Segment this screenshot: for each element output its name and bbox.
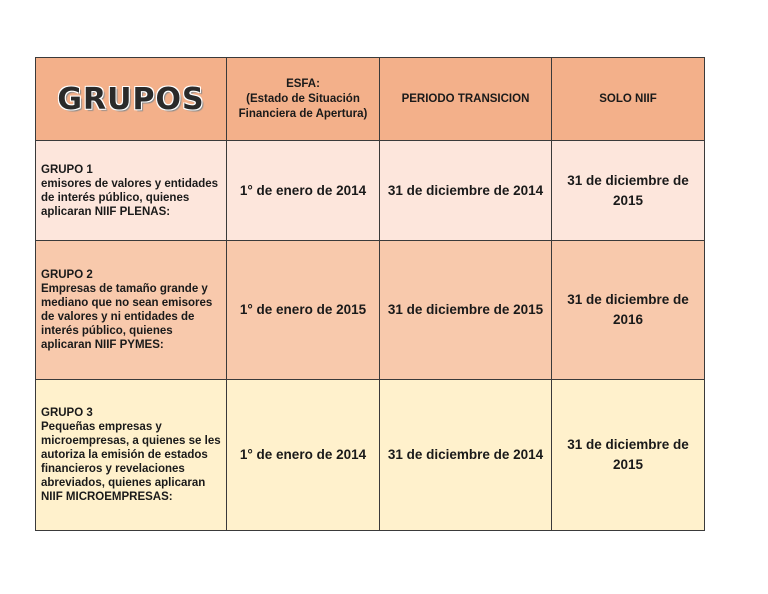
grupo-3-description bbox=[36, 406, 226, 504]
grupo-2-esfa-date: 1° de enero de 2015 bbox=[239, 302, 367, 317]
niif-groups-table bbox=[35, 57, 705, 531]
label-line: de valores y ni entidades de bbox=[41, 311, 195, 323]
label-line: financieros y revelaciones bbox=[41, 463, 185, 475]
date-line: 31 de diciembre de bbox=[567, 437, 689, 452]
label-line: GRUPO 3 bbox=[41, 407, 93, 419]
label-line: GRUPO 1 bbox=[41, 163, 93, 176]
grupo-2-transicion-cell bbox=[380, 241, 552, 380]
table-row-grupo-2 bbox=[36, 241, 705, 380]
grupo-3-esfa-date: 1° de enero de 2014 bbox=[239, 447, 367, 462]
grupo-3-transicion-cell bbox=[380, 380, 552, 531]
grupo-3-solo-niif-cell bbox=[552, 380, 705, 531]
grupo-2-esfa-cell bbox=[227, 241, 380, 380]
grupo-1-esfa-date: 1° de enero de 2014 bbox=[239, 182, 367, 198]
grupo-1-esfa-cell bbox=[227, 141, 380, 241]
grupo-2-description bbox=[36, 268, 226, 352]
header-solo-niif: SOLO NIIF bbox=[599, 92, 657, 105]
grupo-2-solo-niif-date bbox=[552, 290, 704, 330]
label-line: de interés público, quienes bbox=[41, 191, 190, 204]
grupos-title: GRUPOS bbox=[57, 81, 205, 117]
header-esfa bbox=[227, 77, 379, 122]
date-line: 2016 bbox=[612, 312, 644, 327]
header-esfa-line: (Estado de Situación bbox=[246, 92, 360, 105]
header-esfa-line: ESFA: bbox=[286, 77, 320, 90]
label-line: aplicaran NIIF PYMES: bbox=[41, 339, 164, 351]
header-transicion-cell bbox=[380, 58, 552, 141]
header-solo-niif-cell bbox=[552, 58, 705, 141]
grupo-1-transicion-cell bbox=[380, 141, 552, 241]
label-line: autoriza la emisión de estados bbox=[41, 449, 208, 461]
grupo-3-solo-niif-date bbox=[552, 435, 704, 475]
label-line: aplicaran NIIF PLENAS: bbox=[41, 205, 171, 218]
header-esfa-cell bbox=[227, 58, 380, 141]
header-transicion: PERIODO TRANSICION bbox=[401, 92, 530, 105]
grupo-1-label-cell bbox=[36, 141, 227, 241]
grupo-1-description bbox=[36, 163, 226, 219]
label-line: interés público, quienes bbox=[41, 325, 173, 337]
table-header-row bbox=[36, 58, 705, 141]
grupo-1-solo-niif-date bbox=[552, 171, 704, 211]
table-row-grupo-3 bbox=[36, 380, 705, 531]
grupo-2-transicion-date: 31 de diciembre de 2015 bbox=[387, 302, 544, 317]
label-line: Empresas de tamaño grande y bbox=[41, 283, 208, 295]
grupo-2-solo-niif-cell bbox=[552, 241, 705, 380]
label-line: NIIF MICROEMPRESAS: bbox=[41, 491, 173, 503]
label-line: emisores de valores y entidades bbox=[41, 177, 219, 190]
date-line: 2015 bbox=[612, 457, 644, 472]
date-line: 31 de diciembre de bbox=[567, 292, 689, 307]
grupo-1-transicion-date: 31 de diciembre de 2014 bbox=[387, 182, 544, 198]
label-line: GRUPO 2 bbox=[41, 269, 93, 281]
date-line: 31 de diciembre de bbox=[567, 172, 689, 188]
grupo-3-transicion-date: 31 de diciembre de 2014 bbox=[387, 447, 544, 462]
grupo-1-solo-niif-cell bbox=[552, 141, 705, 241]
grupo-3-esfa-cell bbox=[227, 380, 380, 531]
header-esfa-line: Financiera de Apertura) bbox=[238, 107, 368, 120]
table-row-grupo-1 bbox=[36, 141, 705, 241]
grupo-2-label-cell bbox=[36, 241, 227, 380]
header-grupos-cell bbox=[36, 58, 227, 141]
label-line: abreviados, quienes aplicaran bbox=[41, 477, 206, 489]
date-line: 2015 bbox=[612, 192, 644, 208]
label-line: microempresas, a quienes se les bbox=[41, 435, 221, 447]
label-line: mediano que no sean emisores bbox=[41, 297, 213, 309]
grupo-3-label-cell bbox=[36, 380, 227, 531]
label-line: Pequeñas empresas y bbox=[41, 421, 162, 433]
